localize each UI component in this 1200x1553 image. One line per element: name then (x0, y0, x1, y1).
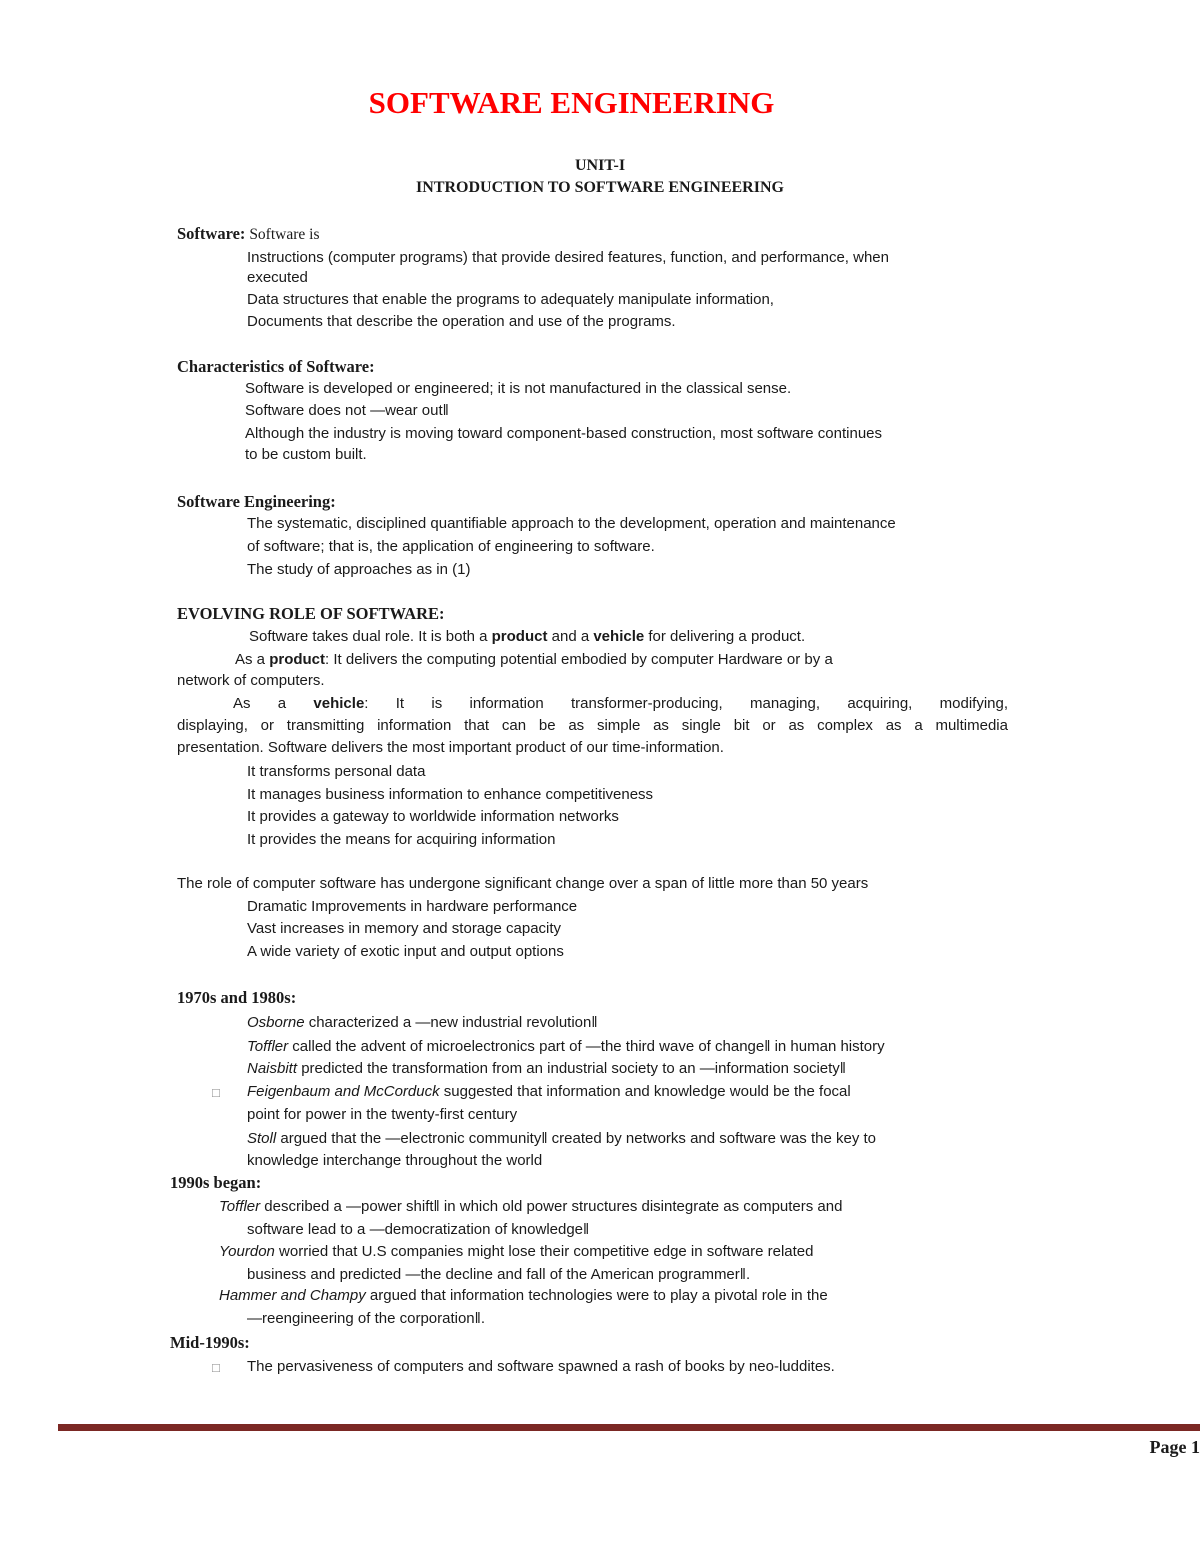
toffler-90s-name: Toffler (219, 1198, 261, 1215)
stoll-line (247, 1130, 876, 1147)
toffler-70s-text: called the advent of microelectronics part of ―the third wave of change‖ in human history (288, 1038, 885, 1055)
evolving-heading: EVOLVING ROLE OF SOFTWARE: (177, 604, 445, 623)
as-vehicle-line-1 (233, 695, 1008, 712)
software-lead: Software is (245, 226, 320, 243)
dual-product: product (491, 628, 548, 645)
document-title: SOFTWARE ENGINEERING (368, 85, 775, 120)
toffler-90s-cont: software lead to a ―democratization of knowledge‖ (247, 1221, 590, 1238)
software-definition-intro (177, 224, 319, 244)
naisbitt-name: Naisbitt (247, 1060, 298, 1077)
engineering-line-2: of software; that is, the application of engineering to software. (247, 538, 655, 555)
unit-title: INTRODUCTION TO SOFTWARE ENGINEERING (416, 179, 784, 196)
dual-text-b: and a (547, 628, 594, 645)
osborne-line (247, 1014, 598, 1031)
characteristics-heading: Characteristics of Software: (177, 357, 375, 376)
era-70s-heading: 1970s and 1980s: (177, 988, 297, 1007)
bullet-marker-icon: □ (212, 1085, 220, 1100)
toffler-90s-line (219, 1198, 842, 1215)
osborne-name: Osborne (247, 1014, 305, 1031)
dual-text-c: for delivering a product. (644, 628, 806, 645)
feigenbaum-cont: point for power in the twenty-first century (247, 1106, 518, 1123)
software-label: Software: (177, 224, 246, 243)
role-point-3: A wide variety of exotic input and output options (247, 943, 564, 960)
as-product-pre: As a (235, 651, 270, 668)
role-intro: The role of computer software has undergone significant change over a span of little more than 50 years (177, 875, 869, 892)
stoll-cont: knowledge interchange throughout the world (247, 1152, 543, 1169)
hammer-name: Hammer and Champy (219, 1287, 366, 1304)
evolving-point-2: It manages business information to enhance competitiveness (247, 786, 654, 803)
as-vehicle-pre: As a (233, 695, 314, 712)
stoll-text: argued that the ―electronic community‖ created by networks and software was the key to (276, 1130, 877, 1147)
yourdon-line (219, 1243, 813, 1260)
osborne-text: characterized a ―new industrial revolution‖ (304, 1014, 598, 1031)
naisbitt-text: predicted the transformation from an industrial society to an ―information society‖ (297, 1060, 846, 1077)
characteristics-line-1: Software is developed or engineered; it is not manufactured in the classical sense. (245, 380, 792, 397)
as-product-rest: : It delivers the computing potential embodied by computer Hardware or by a (325, 651, 833, 668)
as-vehicle-line-3: presentation. Software delivers the most important product of our time-information. (177, 739, 724, 756)
footer-rule (58, 1424, 1200, 1431)
hammer-line (219, 1287, 828, 1304)
evolving-point-4: It provides the means for acquiring information (247, 831, 556, 848)
software-line-2: executed (247, 269, 308, 286)
feigenbaum-text: suggested that information and knowledge would be the focal (439, 1083, 851, 1100)
as-product-line (235, 651, 833, 668)
as-vehicle-line-2: displaying, or transmitting information that can be as simple as single bit or as complex as a multimedia (177, 717, 1008, 734)
software-line-4: Documents that describe the operation and use of the programs. (247, 313, 676, 330)
feigenbaum-line (247, 1083, 851, 1100)
engineering-line-1: The systematic, disciplined quantifiable approach to the development, operation and maintenance (247, 515, 896, 532)
yourdon-cont: business and predicted ―the decline and fall of the American programmer‖. (247, 1266, 751, 1283)
yourdon-text: worried that U.S companies might lose their competitive edge in software related (274, 1243, 814, 1260)
as-product-bold: product (269, 651, 326, 668)
toffler-90s-text: described a ―power shift‖ in which old power structures disintegrate as computers and (260, 1198, 843, 1215)
dual-vehicle: vehicle (593, 628, 645, 645)
toffler-70s-line (247, 1038, 885, 1055)
characteristics-line-2: Software does not ―wear out‖ (245, 402, 449, 419)
hammer-cont: ―reengineering of the corporation‖. (247, 1310, 486, 1327)
mid-90s-heading: Mid-1990s: (170, 1333, 250, 1352)
stoll-name: Stoll (247, 1130, 277, 1147)
naisbitt-line (247, 1060, 846, 1077)
evolving-point-3: It provides a gateway to worldwide information networks (247, 808, 619, 825)
evolving-dual-role (249, 628, 805, 645)
bullet-marker-icon: □ (212, 1360, 220, 1375)
yourdon-name: Yourdon (219, 1243, 275, 1260)
evolving-point-1: It transforms personal data (247, 763, 426, 780)
era-90s-heading: 1990s began: (170, 1173, 262, 1192)
characteristics-line-3: Although the industry is moving toward component-based construction, most software continues (245, 425, 883, 442)
software-line-3: Data structures that enable the programs to adequately manipulate information, (247, 291, 774, 308)
software-line-1: Instructions (computer programs) that provide desired features, function, and performance, when (247, 249, 889, 266)
toffler-70s-name: Toffler (247, 1038, 289, 1055)
hammer-text: argued that information technologies were to play a pivotal role in the (365, 1287, 828, 1304)
unit-label: UNIT-I (574, 157, 626, 174)
mid-90s-text: The pervasiveness of computers and software spawned a rash of books by neo-luddites. (247, 1358, 835, 1375)
as-product-cont: network of computers. (177, 672, 325, 689)
dual-text-a: Software takes dual role. It is both a (249, 628, 492, 645)
page-number: Page 1 (1149, 1437, 1200, 1457)
engineering-heading: Software Engineering: (177, 492, 336, 511)
feigenbaum-name: Feigenbaum and McCorduck (247, 1083, 440, 1100)
role-point-1: Dramatic Improvements in hardware performance (247, 898, 578, 915)
as-vehicle-rest: : It is information transformer-producing, managing, acquiring, modifying, (364, 695, 1009, 712)
as-vehicle-bold: vehicle (313, 695, 365, 712)
characteristics-line-4: to be custom built. (245, 446, 367, 463)
role-point-2: Vast increases in memory and storage capacity (247, 920, 562, 937)
engineering-line-3: The study of approaches as in (1) (247, 561, 471, 578)
